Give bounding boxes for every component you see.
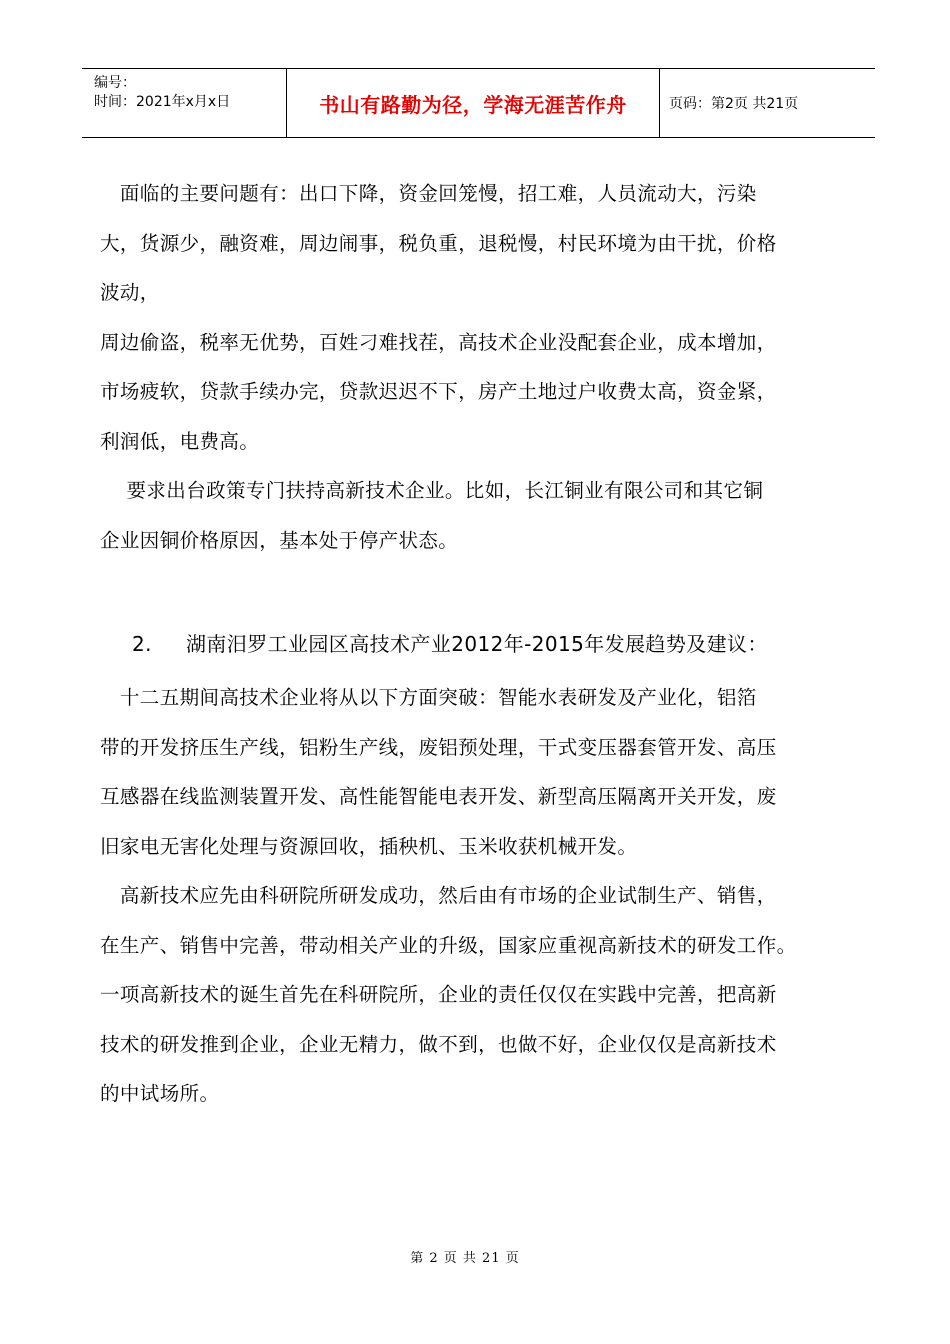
footer-page-number: 第 2 页 共 21 页 <box>410 1251 520 1266</box>
page-footer <box>0 1247 950 1266</box>
text-line: 要求出台政策专门扶持高新技术企业。比如，长江铜业有限公司和其它铜 <box>100 479 764 502</box>
text-line: 技术的研发推到企业，企业无精力，做不到，也做不好，企业仅仅是高新技术 <box>100 1032 777 1056</box>
text-line: 高新技术应先由科研院所研发成功，然后由有市场的企业试制生产、销售， <box>100 884 777 907</box>
header-meta-cell <box>82 69 287 137</box>
text-line: 互感器在线监测装置开发、高性能智能电表开发、新型高压隔离开关开发，废 <box>100 785 777 808</box>
header-page-info: 页码：第2页 共21页 <box>669 96 799 112</box>
section-title: 湖南汨罗工业园区高技术产业2012年-2015年发展趋势及建议： <box>186 632 768 656</box>
header-motto-cell <box>287 69 660 137</box>
paragraph <box>100 680 865 878</box>
text-line: 带的开发挤压生产线，铝粉生产线，废铝预处理，干式变压器套管开发、高压 <box>100 735 777 759</box>
paragraph <box>100 473 865 572</box>
paragraph <box>100 176 865 325</box>
page-header <box>82 68 875 138</box>
paragraph <box>100 878 865 1126</box>
document-body <box>100 176 865 1126</box>
text-line: 面临的主要问题有：出口下降，资金回笼慢，招工难，人员流动大，污染 <box>100 182 757 205</box>
text-line: 企业因铜价格原因，基本处于停产状态。 <box>100 528 459 552</box>
document-time-label: 时间：2021年x月x日 <box>94 94 231 110</box>
section-heading <box>100 626 865 680</box>
text-line: 十二五期间高技术企业将从以下方面突破：智能水表研发及产业化，铝箔 <box>100 686 757 709</box>
text-line: 的中试场所。 <box>100 1082 220 1105</box>
document-number-label: 编号： <box>94 75 136 91</box>
paragraph <box>100 325 865 474</box>
text-line: 一项高新技术的诞生首先在科研院所，企业的责任仅仅在实践中完善，把高新 <box>100 983 777 1006</box>
header-motto: 书山有路勤为径，学海无涯苦作舟 <box>319 92 627 117</box>
text-line: 周边偷盗，税率无优势，百姓刁难找茬，高技术企业没配套企业，成本增加， <box>100 330 777 354</box>
text-line: 大，货源少，融资难，周边闹事，税负重，退税慢，村民环境为由干扰，价格 <box>100 231 777 255</box>
section-number: 2. <box>132 632 152 656</box>
header-page-cell <box>660 69 875 137</box>
text-line: 利润低，电费高。 <box>100 429 260 453</box>
text-line: 波动， <box>100 281 160 304</box>
text-line: 市场疲软，贷款手续办完，贷款迟迟不下，房产土地过户收费太高，资金紧， <box>100 380 777 403</box>
section-spacer <box>100 572 865 626</box>
text-line: 旧家电无害化处理与资源回收，插秧机、玉米收获机械开发。 <box>100 834 638 858</box>
text-line: 在生产、销售中完善，带动相关产业的升级，国家应重视高新技术的研发工作。 <box>100 933 797 957</box>
